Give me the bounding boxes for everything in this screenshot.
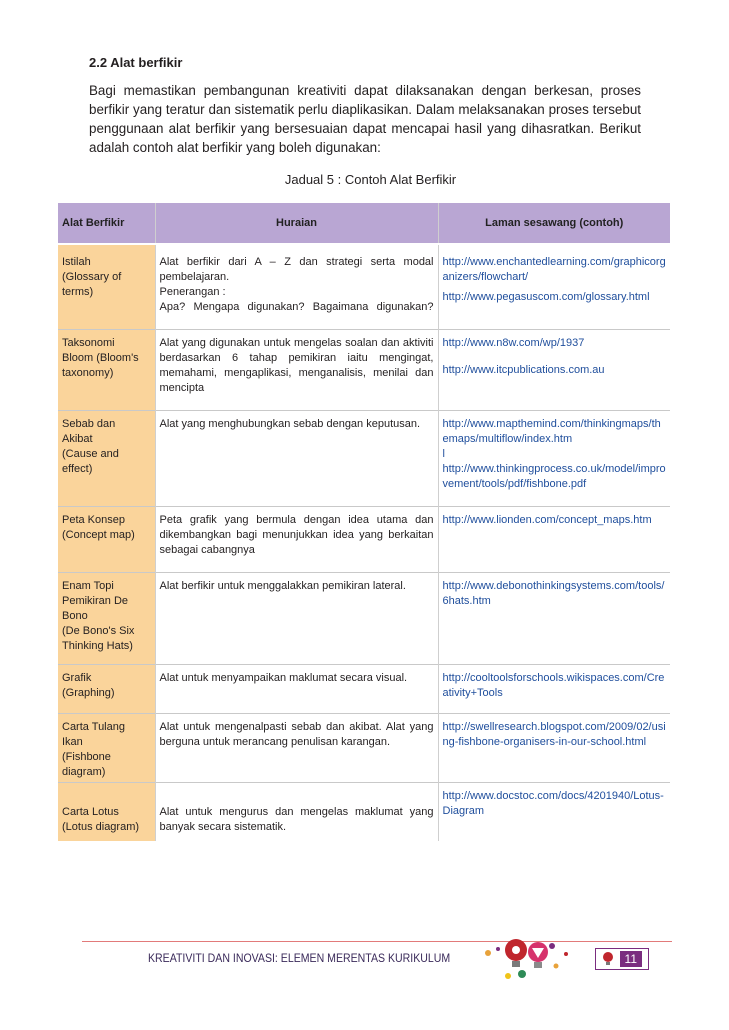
tool-links	[438, 665, 670, 704]
footer-title: KREATIVITI DAN INOVASI: ELEMEN MERENTAS KURIKULUM	[148, 951, 451, 965]
tool-name: Peta Konsep (Concept map)	[58, 507, 155, 561]
table-row	[58, 783, 670, 842]
website-link[interactable]: http://www.mapthemind.com/thinkingmaps/themaps/multiflow/index.htm	[442, 418, 661, 445]
bulb-icon	[600, 951, 616, 967]
table-row	[58, 251, 670, 317]
page-number: 11	[620, 951, 642, 967]
tool-links	[438, 507, 670, 561]
website-link[interactable]: http://swellresearch.blogspot.com/2009/02/using-fishbone-organisers-in-our-school.html	[442, 721, 666, 748]
tool-name: Taksonomi Bloom (Bloom's taxonomy)	[58, 330, 155, 399]
header-description: Huraian	[155, 203, 438, 244]
table-header-row	[58, 203, 670, 244]
thinking-tools-table	[58, 203, 670, 841]
page-number-box	[595, 948, 649, 970]
tool-links	[438, 251, 670, 317]
intro-paragraph: Bagi memastikan pembangunan kreativiti dapat dilaksanakan dengan berkesan, proses berfikir yang teratur dan sistematik perlu diaplikasikan. Dalam melaksanakan proses tersebut penggunaan alat berfikir yang bersesuaian dapat mencapai hasil yang dihasratkan. Berikut adalah contoh alat berfikir yang boleh digunakan:	[89, 83, 641, 155]
tool-name: Carta Lotus (Lotus diagram)	[58, 783, 155, 842]
tool-name: Sebab dan Akibat (Cause and effect)	[58, 411, 155, 495]
tool-description: Alat untuk mengenalpasti sebab dan akibat. Alat yang berguna untuk merancang penulisan karangan.	[155, 714, 438, 783]
tool-links	[438, 783, 670, 842]
website-link[interactable]: http://cooltoolsforschools.wikispaces.com/Creativity+Tools	[442, 672, 665, 699]
tool-description: Alat yang menghubungkan sebab dengan keputusan.	[155, 411, 438, 495]
tool-name: Carta Tulang Ikan (Fishbone diagram)	[58, 714, 155, 783]
tool-description: Alat untuk menyampaikan maklumat secara visual.	[155, 665, 438, 704]
table-caption-text: Jadual 5 : Contoh Alat Berfikir	[284, 172, 457, 187]
website-link[interactable]: http://www.n8w.com/wp/1937	[442, 337, 585, 349]
website-link[interactable]: http://www.docstoc.com/docs/4201940/Lotus-Diagram	[442, 790, 664, 817]
table-row	[58, 507, 670, 561]
header-tool: Alat Berfikir	[58, 203, 155, 244]
website-link[interactable]: http://www.enchantedlearning.com/graphicorganizers/flowchart/	[442, 256, 666, 283]
tool-links	[438, 330, 670, 399]
header-website: Laman sesawang (contoh)	[438, 203, 670, 244]
table-row	[58, 330, 670, 399]
table-row	[58, 665, 670, 704]
table-row	[58, 714, 670, 783]
tool-name: Grafik (Graphing)	[58, 665, 155, 704]
table-row	[58, 573, 670, 657]
tool-name: Istilah (Glossary of terms)	[58, 251, 155, 317]
website-link[interactable]: http://www.lionden.com/concept_maps.htm	[442, 514, 652, 526]
website-link[interactable]: http://www.pegasuscom.com/glossary.html	[442, 291, 650, 303]
tool-description: Alat untuk mengurus dan mengelas maklumat yang banyak secara sistematik.	[155, 783, 438, 842]
creativity-bulbs-icon	[478, 936, 588, 982]
tool-description: Alat berfikir untuk menggalakkan pemikiran lateral.	[155, 573, 438, 657]
website-link-fragment: l	[442, 448, 445, 460]
tool-links	[438, 411, 670, 495]
website-link[interactable]: http://www.thinkingprocess.co.uk/model/improvement/tools/pdf/fishbone.pdf	[442, 463, 666, 490]
tool-links	[438, 714, 670, 783]
website-link[interactable]: http://www.debonothinkingsystems.com/tools/6hats.htm	[442, 580, 665, 607]
tool-links	[438, 573, 670, 657]
tool-description: Peta grafik yang bermula dengan idea utama dan dikembangkan bagi menunjukkan idea yang berkaitan sebagai cabangnya	[155, 507, 438, 561]
tool-description: Alat yang digunakan untuk mengelas soalan dan aktiviti berdasarkan 6 tahap pemikiran iaitu mengingat, memahami, mengaplikasi, menganalisis, menilai dan mencipta	[155, 330, 438, 399]
tool-name: Enam Topi Pemikiran De Bono (De Bono's Six Thinking Hats)	[58, 573, 155, 657]
tool-description: Alat berfikir dari A – Z dan strategi serta modal pembelajaran. Penerangan : Apa? Mengapa digunakan? Bagaimana digunakan?	[155, 251, 438, 317]
table-row	[58, 411, 670, 495]
table-caption	[0, 172, 729, 187]
section-heading: 2.2 Alat berfikir	[89, 55, 183, 70]
website-link[interactable]: http://www.itcpublications.com.au	[442, 364, 605, 376]
